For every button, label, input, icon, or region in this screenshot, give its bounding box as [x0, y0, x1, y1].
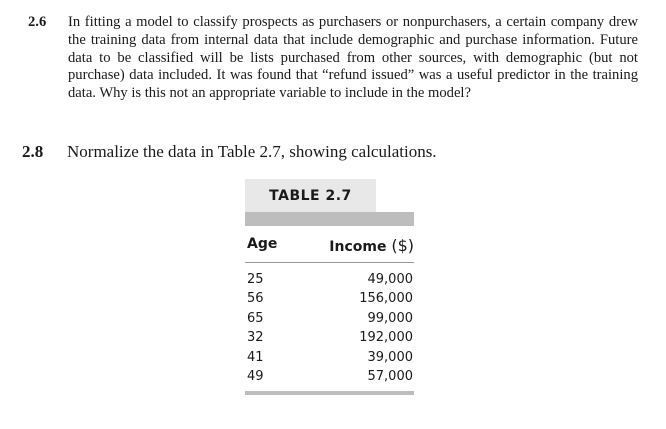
column-header-age: Age [247, 236, 278, 252]
problem-number: 2.6 [28, 14, 47, 30]
problem-text: In fitting a model to classify prospects as purchasers or nonpurchasers, a certain company drew the training data from internal data that include demographic and purchase information. Future data to be classified will be lists purchased from other sources, with demographic (but not purchase) data included. It was found that “refund issued” was a useful predictor in the training data. Why is this not an appropriate variable to include in the model? [68, 14, 638, 102]
age-column [247, 270, 307, 386]
table-cell-age: 49 [247, 368, 264, 384]
table-cell-age: 25 [247, 272, 264, 287]
table-cell-age: 32 [247, 330, 264, 346]
table-cell-age: 56 [247, 291, 264, 307]
table-bottom-bar [245, 391, 414, 395]
table-cell-age: 41 [247, 349, 264, 365]
header-divider [245, 262, 414, 263]
table-cell-income: 156,000 [359, 291, 413, 307]
problem-2-8 [22, 141, 642, 162]
table-cell-age: 65 [247, 310, 264, 326]
problem-text: Normalize the data in Table 2.7, showing calculations. [67, 142, 437, 161]
table-cell-income: 57,000 [367, 368, 413, 384]
table-cell-income: 49,000 [367, 272, 413, 287]
column-header-income [329, 236, 414, 255]
problem-number: 2.8 [22, 142, 44, 161]
income-column [320, 270, 413, 386]
table-cell-income: 39,000 [367, 349, 413, 365]
problem-2-6 [28, 14, 638, 103]
table-cell-income: 99,000 [367, 310, 413, 326]
table-top-bar [245, 212, 414, 226]
table-title: TABLE 2.7 [245, 179, 376, 212]
income-header-label: Income [329, 239, 387, 255]
table-cell-income: 192,000 [359, 330, 413, 346]
income-header-unit: ($) [391, 236, 414, 255]
